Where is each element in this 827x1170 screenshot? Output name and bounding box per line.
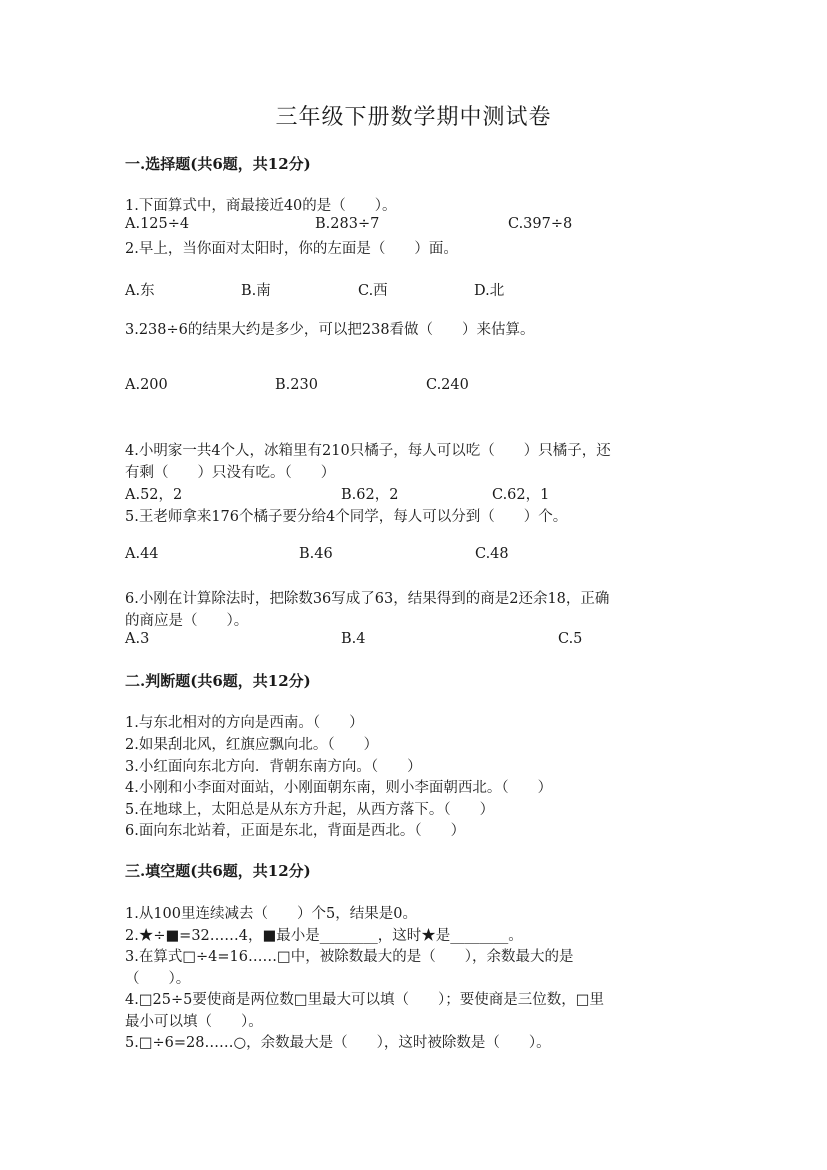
option-d: D.北 xyxy=(474,283,505,299)
option-c: C.62，1 xyxy=(492,487,550,503)
option-b: B.南 xyxy=(241,283,271,299)
question-stem: 6.小刚在计算除法时，把除数36写成了63，结果得到的商是2还余18，正确 xyxy=(125,591,610,607)
option-a: A.52，2 xyxy=(125,487,183,503)
option-b: B.283÷7 xyxy=(315,216,380,232)
section-heading-fill-blank: 三.填空题(共6题，共12分) xyxy=(125,862,311,880)
option-c: C.48 xyxy=(475,546,509,562)
question-stem-continued: 有剩（ ）只没有吃。（ ） xyxy=(125,465,336,481)
fill-blank-item-continued: （ ）。 xyxy=(125,971,191,987)
judgement-item: 4.小刚和小李面对面站，小刚面朝东南，则小李面朝西北。（ ） xyxy=(125,780,553,796)
option-c: C.5 xyxy=(558,631,583,647)
judgement-item: 3.小红面向东北方向．背朝东南方向。（ ） xyxy=(125,759,422,775)
judgement-item: 6.面向东北站着，正面是东北，背面是西北。（ ） xyxy=(125,823,466,839)
fill-blank-item: 2.★÷■=32……4，■最小是________，这时★是________。 xyxy=(125,928,523,944)
option-a: A.3 xyxy=(125,631,150,647)
page-title: 三年级下册数学期中测试卷 xyxy=(275,105,552,130)
option-c: C.397÷8 xyxy=(508,216,573,232)
fill-blank-item: 4.□25÷5要使商是两位数□里最大可以填（ ）；要使商是三位数，□里 xyxy=(125,992,605,1008)
question-stem: 5.王老师拿来176个橘子要分给4个同学，每人可以分到（ ）个。 xyxy=(125,509,568,525)
question-stem: 2.早上，当你面对太阳时，你的左面是（ ）面。 xyxy=(125,241,458,257)
option-a: A.东 xyxy=(125,283,155,299)
judgement-item: 1.与东北相对的方向是西南。（ ） xyxy=(125,715,364,731)
section-heading-judgement: 二.判断题(共6题，共12分) xyxy=(125,672,311,690)
section-heading-choice: 一.选择题(共6题，共12分) xyxy=(125,155,311,173)
question-stem: 3.238÷6的结果大约是多少，可以把238看做（ ）来估算。 xyxy=(125,322,535,338)
option-c: C.西 xyxy=(358,283,388,299)
judgement-item: 5.在地球上，太阳总是从东方升起，从西方落下。（ ） xyxy=(125,802,495,818)
option-a: A.200 xyxy=(125,377,168,393)
option-b: B.62，2 xyxy=(341,487,399,503)
option-a: A.44 xyxy=(125,546,159,562)
fill-blank-item-continued: 最小可以填（ ）。 xyxy=(125,1014,263,1030)
option-a: A.125÷4 xyxy=(125,216,190,232)
fill-blank-item: 3.在算式□÷4=16……□中，被除数最大的是（ ），余数最大的是 xyxy=(125,949,574,965)
option-b: B.4 xyxy=(341,631,366,647)
question-stem-continued: 的商应是（ ）。 xyxy=(125,613,249,629)
option-b: B.230 xyxy=(275,377,318,393)
judgement-item: 2.如果刮北风，红旗应飘向北。（ ） xyxy=(125,737,379,753)
question-stem: 4.小明家一共4个人，冰箱里有210只橘子，每人可以吃（ ）只橘子，还 xyxy=(125,443,611,459)
fill-blank-item: 5.□÷6=28……○，余数最大是（ ），这时被除数是（ ）。 xyxy=(125,1035,551,1051)
option-c: C.240 xyxy=(426,377,469,393)
option-b: B.46 xyxy=(299,546,333,562)
fill-blank-item: 1.从100里连续减去（ ）个5，结果是0。 xyxy=(125,906,417,922)
question-stem: 1.下面算式中，商最接近40的是（ ）。 xyxy=(125,198,397,214)
